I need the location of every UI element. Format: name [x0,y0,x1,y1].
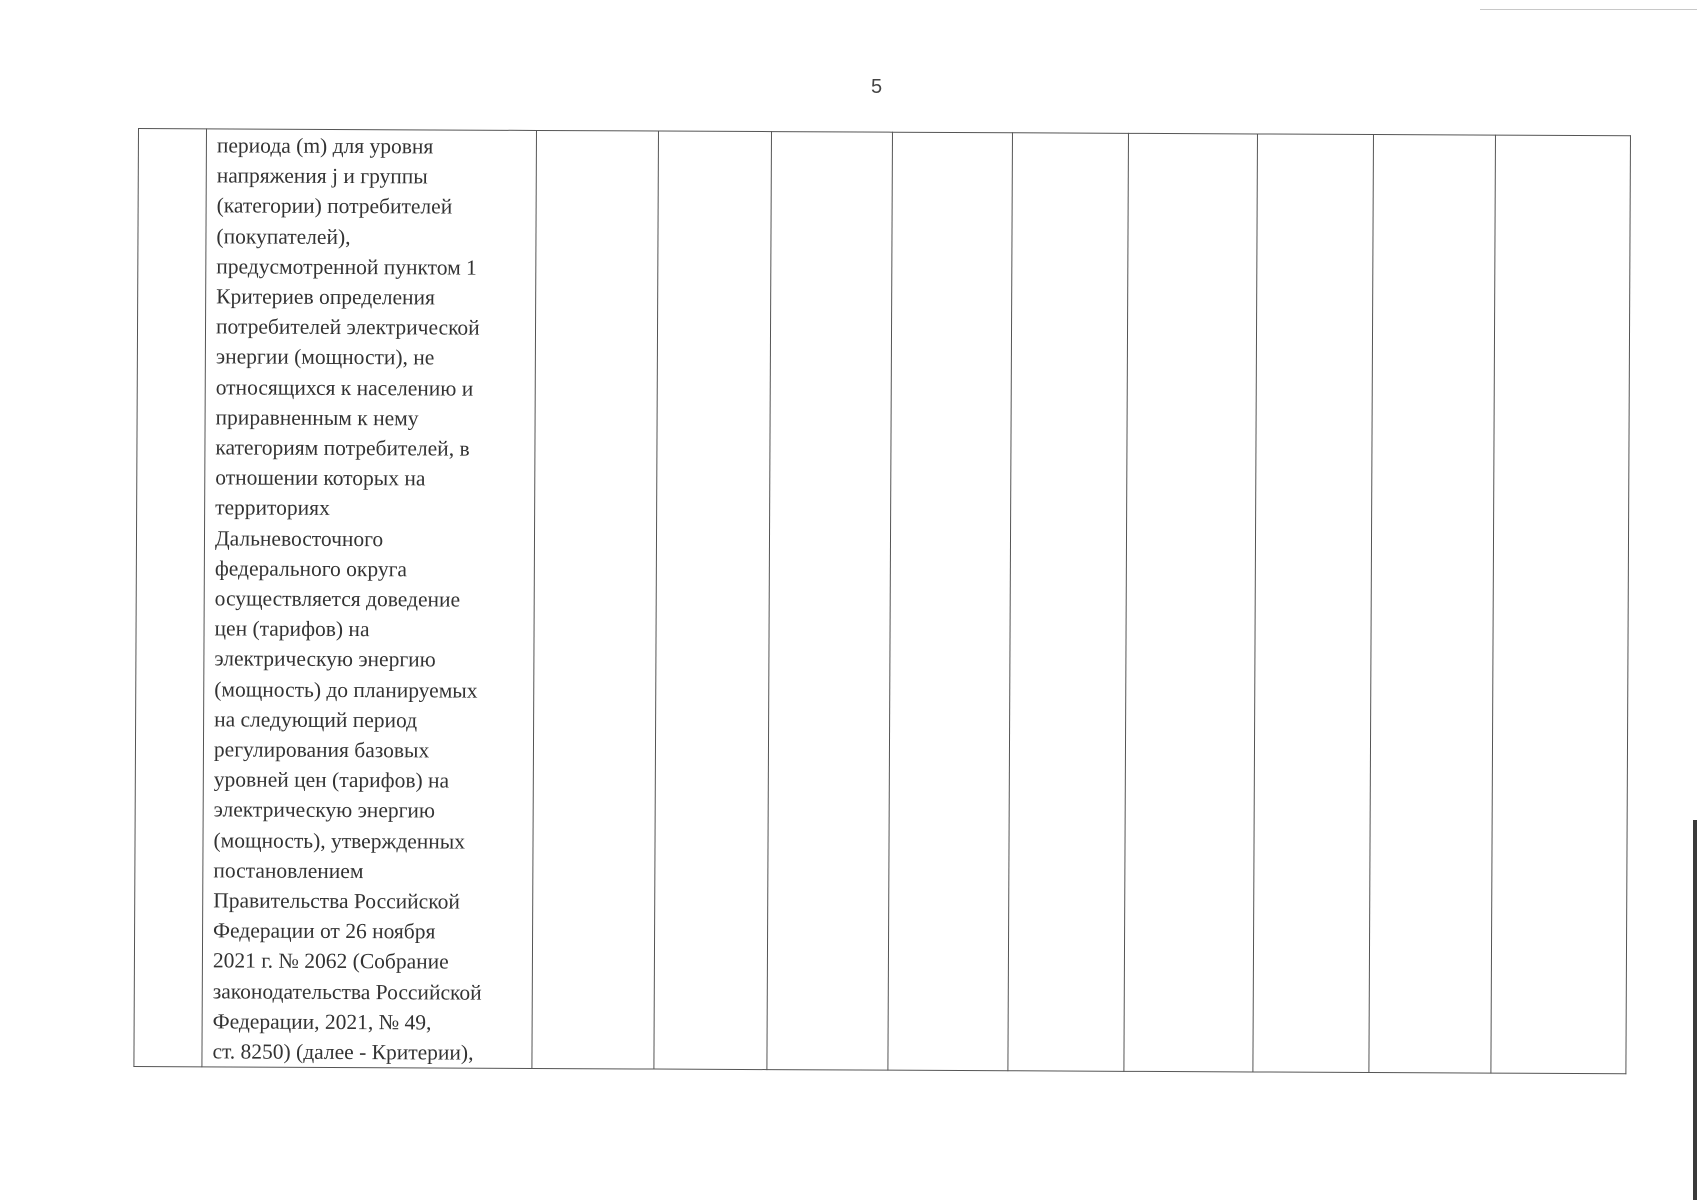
table-cell-empty [767,132,893,1071]
text-line: энергии (мощности), не [215,344,435,370]
text-line: электрическую энергию [213,797,436,823]
text-line: отношении которых на [215,465,426,491]
scan-artifact-line [1480,9,1697,10]
text-line: (категории) потребителей [216,193,453,219]
table-cell-number [134,129,207,1068]
text-line: потребителей электрической [215,314,480,340]
table-cell-empty [888,132,1013,1071]
text-line: регулирования базовых [213,737,430,763]
table-cell-empty [654,131,772,1070]
text-line: предусмотренной пунктом 1 [216,254,477,280]
table-cell-description [202,129,537,1069]
text-line: электрическую энергию [214,646,436,672]
text-line: осуществляется доведение [214,586,461,612]
text-line: Критериев определения [216,284,436,310]
text-line: Федерации от 26 ноября [213,918,436,944]
table-cell-empty [1369,135,1496,1074]
text-line: территориях [215,495,330,521]
text-line: категориям потребителей, в [215,435,470,461]
table-cell-empty [1253,134,1374,1073]
text-line: постановлением [213,858,364,883]
table-cell-empty [1124,133,1258,1072]
page-number: 5 [870,76,883,98]
text-line: (мощность), утвержденных [213,828,466,854]
description-text [202,129,536,1068]
text-line: федерального округа [214,556,408,582]
text-line: относящихся к населению и [215,375,474,401]
text-line: напряжения j и группы [216,163,428,189]
text-line: законодательства Российской [212,979,482,1005]
table-row [134,129,1631,1075]
text-line: (покупателей), [216,223,351,249]
text-line: приравненным к нему [215,405,419,431]
table-cell-empty [1491,135,1631,1074]
text-line: цен (тарифов) на [214,616,370,642]
text-line: ст. 8250) (далее - Критерии), [212,1039,474,1065]
text-line: Дальневосточного [214,526,384,551]
text-line: периода (m) для уровня [216,133,434,159]
table-cell-empty [1008,133,1129,1072]
data-table [133,128,1631,1075]
scan-edge-mark [1693,820,1697,1200]
text-line: Правительства Российской [213,888,460,914]
text-line: на следующий период [214,707,418,733]
table-cell-empty [532,130,659,1069]
text-line: Федерации, 2021, № 49, [212,1009,432,1035]
text-line: (мощность) до планируемых [214,677,478,703]
text-line: уровней цен (тарифов) на [213,767,450,793]
text-line: 2021 г. № 2062 (Собрание [212,948,449,975]
